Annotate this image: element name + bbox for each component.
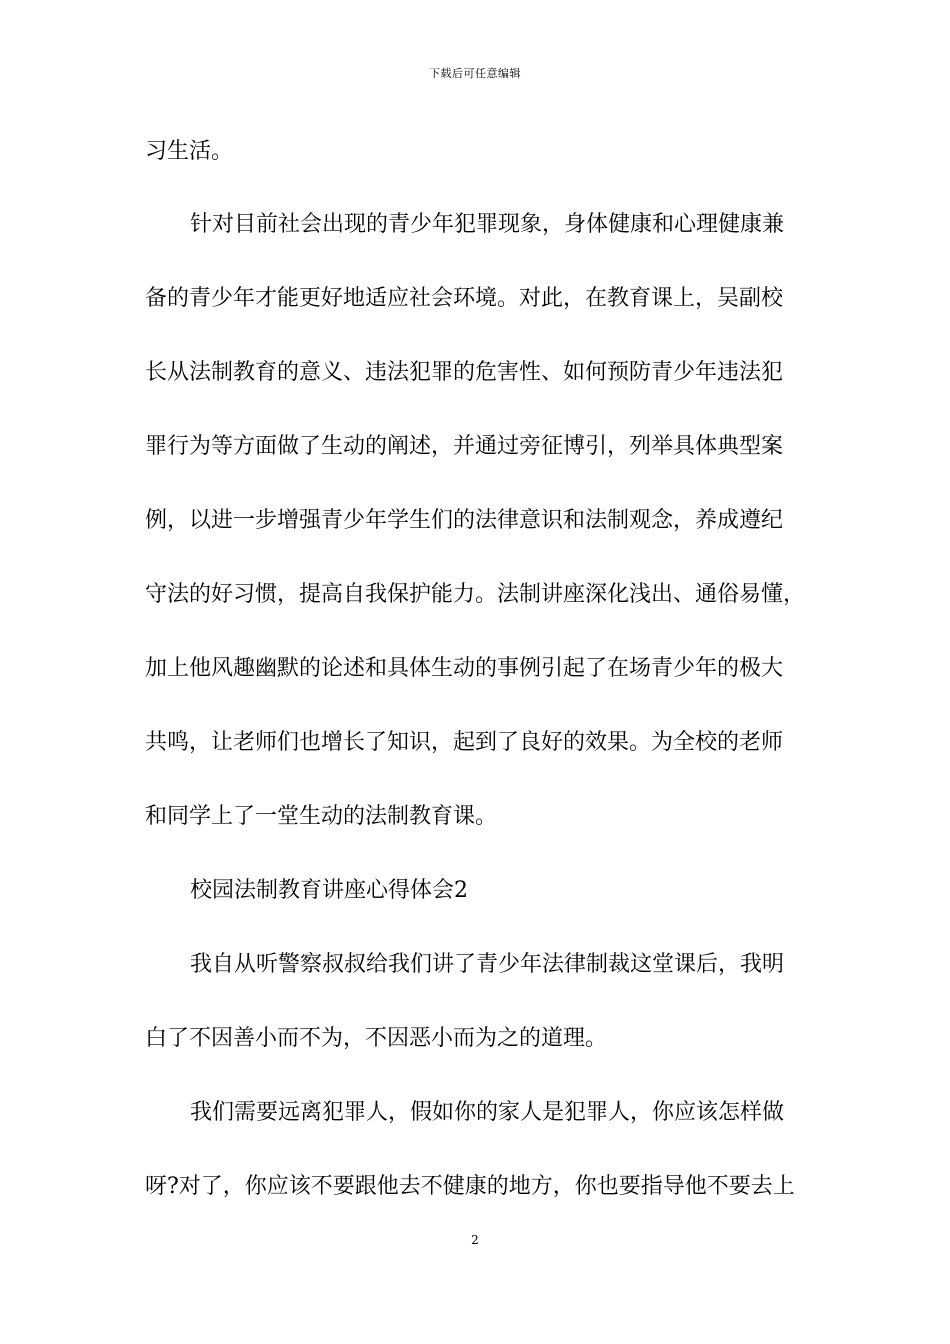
paragraph-line: 罪行为等方面做了生动的阐述，并通过旁征博引，列举具体典型案 [145,434,784,459]
paragraph-line: 长从法制教育的意义、违法犯罪的危害性、如何预防青少年违法犯 [145,360,784,385]
paragraph-line: 备的青少年才能更好地适应社会环境。对此，在教育课上，吴副校 [145,286,784,311]
paragraph-line: 我自从听警察叔叔给我们讲了青少年法律制裁这堂课后，我明 [190,952,785,977]
paragraph-line: 针对目前社会出现的青少年犯罪现象，身体健康和心理健康兼 [190,212,785,237]
paragraph-line: 共鸣，让老师们也增长了知识，起到了良好的效果。为全校的老师 [145,730,784,755]
paragraph-line: 例，以进一步增强青少年学生们的法律意识和法制观念，养成遵纪 [145,508,784,533]
paragraph-line: 呀?对了，你应该不要跟他去不健康的地方，你也要指导他不要去上 [145,1174,795,1199]
paragraph-line: 守法的好习惯，提高自我保护能力。法制讲座深化浅出、通俗易懂， [145,582,806,607]
page-header: 下载后可任意编辑 [429,67,521,80]
paragraph-line: 白了不因善小而不为，不因恶小而为之的道理。 [145,1026,608,1051]
paragraph-line: 我们需要远离犯罪人，假如你的家人是犯罪人，你应该怎样做 [190,1100,785,1125]
paragraph-line: 习生活。 [145,139,234,164]
section-heading: 校园法制教育讲座心得体会2 [190,878,468,903]
page-number: 2 [471,1233,479,1247]
paragraph-line: 和同学上了一堂生动的法制教育课。 [145,804,498,829]
paragraph-line: 加上他风趣幽默的论述和具体生动的事例引起了在场青少年的极大 [145,656,784,681]
